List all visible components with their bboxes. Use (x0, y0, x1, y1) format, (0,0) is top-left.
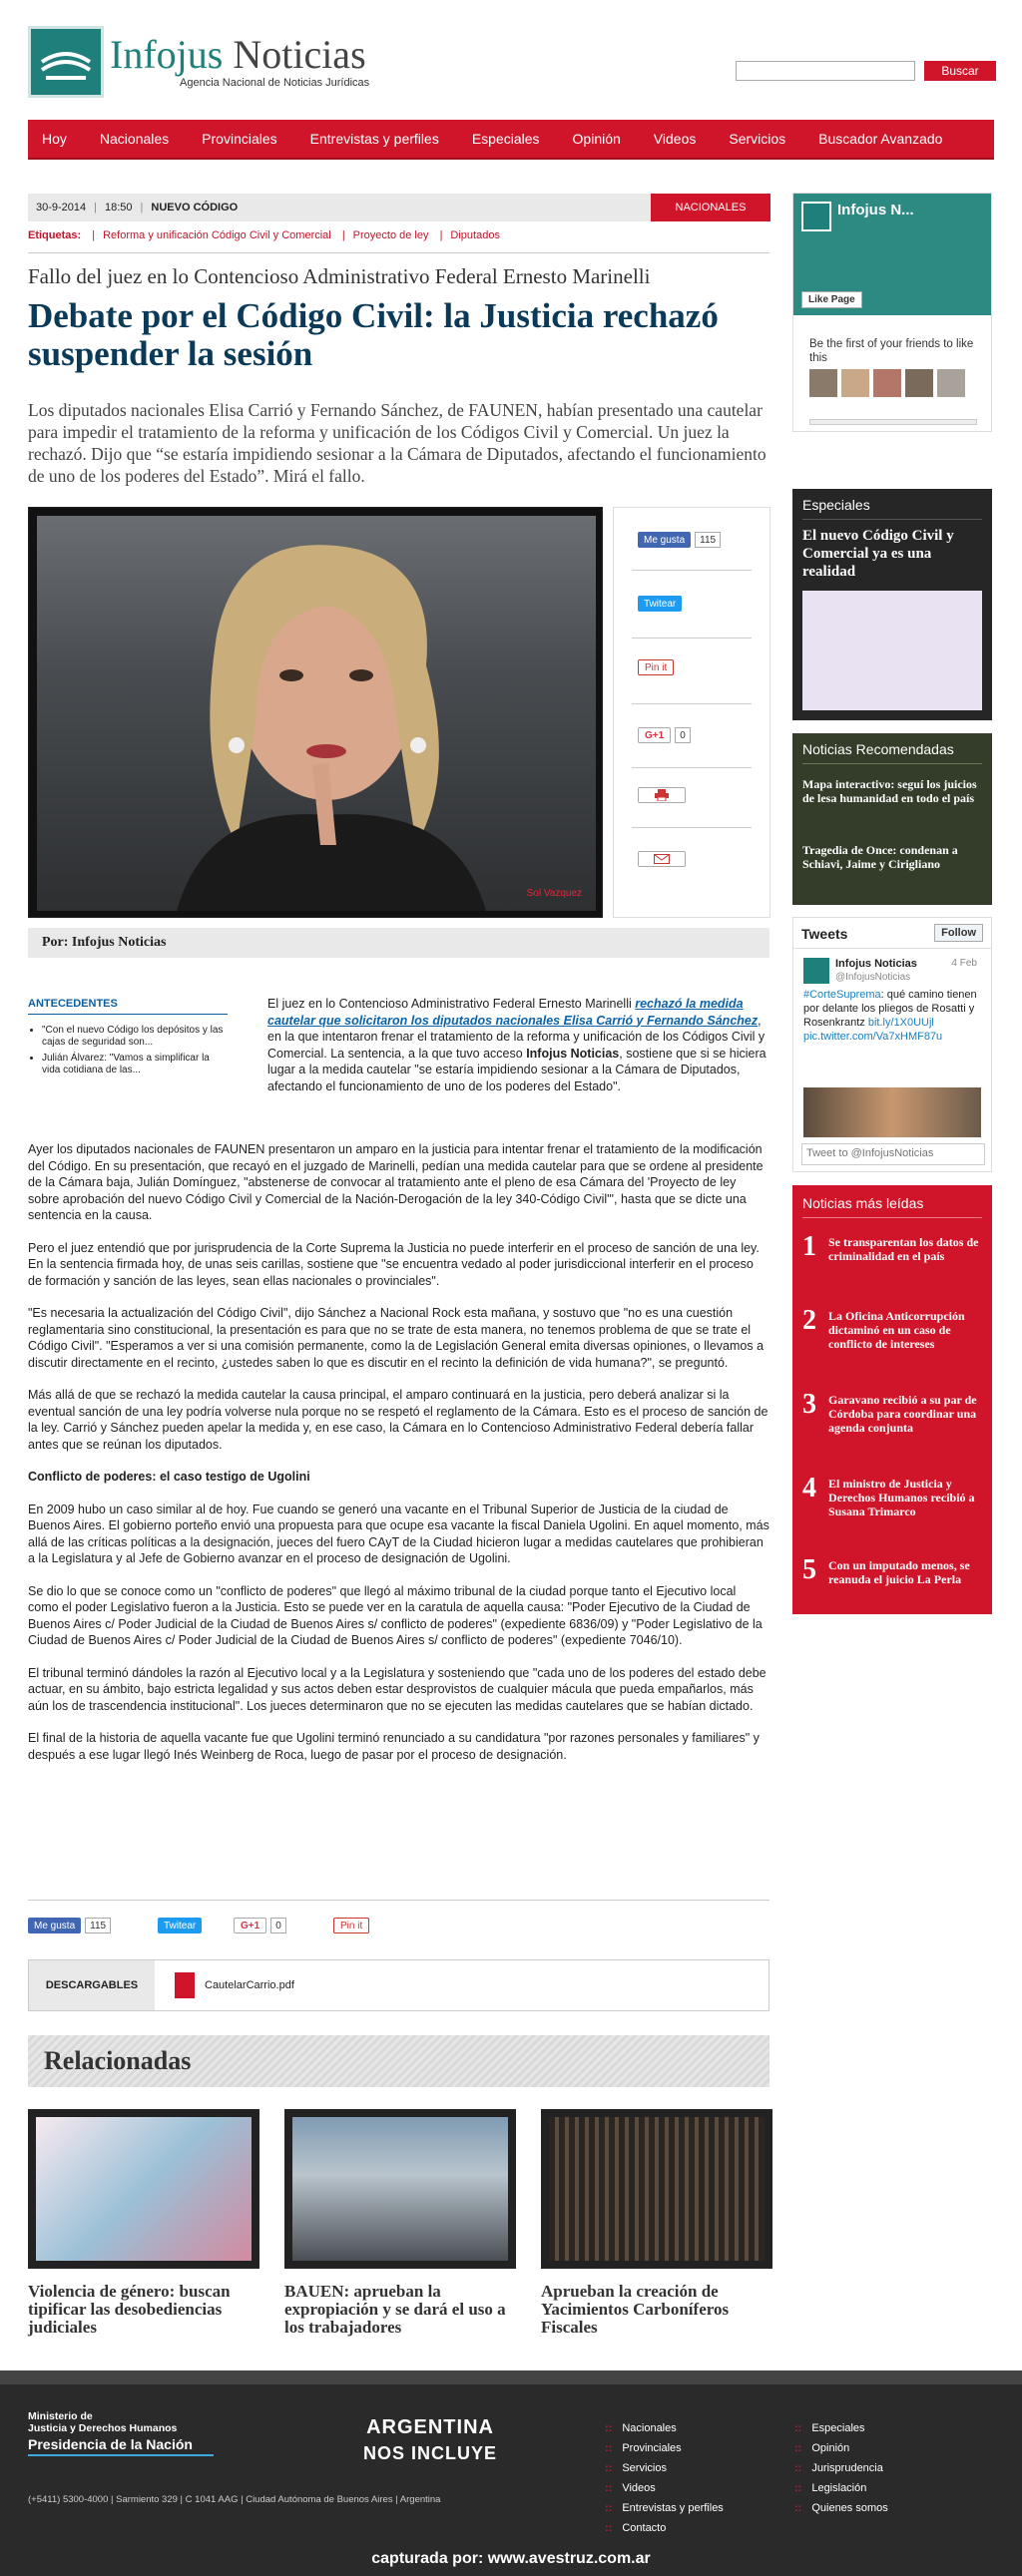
twitter-follow-button[interactable]: Follow (934, 924, 983, 942)
footer-link[interactable]: :: Jurisprudencia (794, 2458, 888, 2478)
recommended-title: Noticias Recomendadas (802, 741, 954, 757)
facebook-page-widget (792, 193, 992, 432)
footer-link[interactable]: :: Especiales (794, 2418, 888, 2438)
logo-subtitle: Agencia Nacional de Noticias Jurídicas (180, 77, 370, 89)
article-headline: Debate por el Código Civil: la Justicia rechazó suspender la sesión (28, 296, 719, 373)
pinterest-button[interactable] (333, 1918, 369, 1933)
paragraph: En 2009 hubo un caso similar al de hoy. Fue cuando se generó una vacante en el Tribunal Superior de Justicia de la ciudad de Buenos Aires. El gobierno porteño envió una propuesta para que ocupe esa vacante la fiscal Daniela Ugolini. En aquel momento, más allá de las críticas políticas a la designación, jueces del fuero CAyT de la Ciudad hicieron lugar a medidas cautelares que prohibieran a la Legislatura y al Jefe de Gobierno avanzar en el proceso de designación de Ugolini. (28, 1502, 769, 1565)
divider (28, 1900, 769, 1901)
most-read-box: Noticias más leídas 1 Se transparentan los datos de criminalidad en el país 2 La Oficina Anticorrupción dictaminó en un caso de conflicto de intereses 3 Garavano recibió a su par de Córdoba para coordinar una agenda conjunta 4 El ministro de Justicia y Derechos Humanos recibió a Susana Trimarco 5 Con un imputado menos, se reanuda el juicio La Perla (792, 1185, 992, 1614)
tweet-image[interactable] (803, 1087, 981, 1137)
main-nav (28, 120, 994, 160)
tag-link[interactable]: Proyecto de ley (352, 229, 429, 241)
facebook-count: 115 (695, 532, 721, 548)
fallo-link[interactable]: rechazó la medida cautelar que solicitaron los diputados nacionales Elisa Carrió y Fernando Sánchez (267, 997, 759, 1028)
facebook-count: 115 (85, 1918, 111, 1933)
article-label: NUEVO CÓDIGO (151, 202, 239, 214)
related-image (541, 2109, 772, 2269)
book-logo-icon (801, 202, 831, 231)
tweet-text: #CorteSuprema: qué camino tienen por delante los pliegos de Rosatti y Rosenkrantz bit.ly/1X0UUjl pic.twitter.com/Va7xHMF87u (803, 989, 977, 1043)
footer-link[interactable]: :: Entrevistas y perfiles (605, 2498, 724, 2518)
google-plus-count: 0 (270, 1918, 286, 1933)
article-author: Por: Infojus Noticias (28, 928, 769, 958)
related-item[interactable]: Aprueban la creación de Yacimientos Carboníferos Fiscales (541, 2109, 772, 2337)
facebook-icon: Me gusta (28, 1918, 81, 1933)
antecedentes-title: ANTECEDENTES (28, 998, 228, 1015)
related-title: Relacionadas (28, 2035, 769, 2087)
search-button[interactable]: Buscar (924, 61, 996, 81)
logo-title: Infojus Noticias (110, 32, 366, 77)
divider (632, 703, 752, 704)
article-kicker: Fallo del juez en lo Contencioso Administrativo Federal Ernesto Marinelli (28, 264, 651, 288)
nav-nacionales[interactable]: Nacionales (99, 131, 170, 147)
print-button[interactable] (638, 787, 686, 803)
argentina-logo: ARGENTINA NOS INCLUYE (363, 2416, 498, 2463)
article-subhead: Conflicto de poderes: el caso testigo de Ugolini (28, 1470, 310, 1484)
paragraph: El final de la historia de aquella vacante fue que Ugolini terminó renunciado a su candidatura "por razones personales y familiares" y después a ese lugar llegó Inés Weinberg de Roca, luego de pasar por el proceso de designación. (28, 1731, 760, 1762)
recommended-link[interactable]: Tragedia de Once: condenan a Schiavi, Jaime y Cirigliano (802, 843, 958, 871)
footer-link[interactable]: :: Contacto (605, 2518, 724, 2538)
article-lead: Los diputados nacionales Elisa Carrió y Fernando Sánchez, de FAUNEN, habían presentado una cautelar para impedir el tratamiento de la reforma y unificación de los Códigos Civil y Comercial. Un juez la rechazó. Dijo que “se estaría impidiendo sesionar a la Cámara de Diputados, afectando el funcionamiento de uno de los poderes del Estado”. Mirá el fallo. (28, 400, 766, 486)
nav-provinciales[interactable]: Provinciales (202, 131, 277, 147)
friend-avatars (809, 369, 965, 397)
bottom-share-bar (28, 1918, 769, 1937)
tag-link[interactable]: Reforma y unificación Código Civil y Comercial (103, 229, 331, 241)
divider (632, 638, 752, 639)
most-read-title: Noticias más leídas (802, 1195, 924, 1211)
capture-watermark: capturada por: www.avestruz.com.ar (371, 2550, 651, 2567)
footer-link[interactable]: :: Legislación (794, 2478, 888, 2498)
nav-entrevistas[interactable]: Entrevistas y perfiles (309, 131, 439, 147)
tags-row: Etiquetas: | Reforma y unificación Código Civil y Comercial | Proyecto de ley | Diputados (28, 229, 500, 241)
paragraph: Ayer los diputados nacionales de FAUNEN presentaron un amparo en la justicia para intentar frenar el tratamiento de la modificación del Código. En su presentación, que recayó en el juzgado de Marinelli, pedían una medida cautelar para que se ordene al presidente de la Cámara baja, Julián Domínguez, "abstenerse de convocar al tratamiento ante el pleno de esa Cámara del 'Proyecto de ley sobre aprobación del nuevo Código Civil y Comercial de la Nación-Derogación de la ley 340-Código Civil'", hasta que se dicte una sentencia en la causa. (28, 1142, 764, 1222)
article-time: 18:50 (105, 202, 133, 214)
google-plus-icon: G+1 (234, 1918, 266, 1933)
twitter-share-button[interactable] (638, 596, 682, 612)
downloads-label: DESCARGABLES (29, 1960, 155, 2010)
paragraph: Se dio lo que se conoce como un "conflicto de poderes" que llegó al máximo tribunal de la ciudad porque tanto el Ejecutivo local como el poder Legislativo fueron a la Justicia. Esto se puede ver en la caratula de aquella causa: "Poder Ejecutivo de la Ciudad de Buenos Aires c/ Poder Judicial de la Ciudad de Buenos Aires s/ conflicto de poderes" (expediente 6836/09) y "Poder Legislativo de la Ciudad de Buenos Aires c/ Poder Judicial de la Ciudad de Buenos Aires s/ conflicto de poderes" (expediente 7046/10). (28, 1583, 763, 1647)
footer-link[interactable]: :: Quienes somos (794, 2498, 888, 2518)
related-image (28, 2109, 259, 2269)
site-footer (0, 2370, 1022, 2576)
site-logo[interactable] (28, 24, 407, 100)
twitter-share-button[interactable] (158, 1918, 202, 1933)
antecedente-link[interactable]: Julián Álvarez: "Vamos a simplificar la vida cotidiana de las... (42, 1053, 210, 1075)
article-body (28, 1141, 769, 1779)
pinterest-button[interactable] (638, 659, 674, 675)
pdf-icon (175, 1972, 195, 1998)
presidencia-label: Presidencia de la Nación (28, 2436, 193, 2452)
envelope-icon (638, 851, 686, 867)
article-date: 30-9-2014 (36, 202, 87, 214)
photo-credit: Sol Vazquez (526, 888, 582, 899)
tag-link[interactable]: Diputados (450, 229, 500, 241)
email-button[interactable] (638, 851, 686, 867)
twitter-icon: Twitear (158, 1918, 202, 1933)
related-image (284, 2109, 516, 2269)
footer-links-col1 (605, 2418, 724, 2538)
divider (28, 252, 769, 253)
twitter-timeline-widget (792, 917, 992, 1172)
nav-opinion[interactable]: Opinión (572, 131, 621, 147)
article-intro: El juez en lo Contencioso Administrativo Federal Ernesto Marinelli rechazó la medida cautelar que solicitaron los diputados nacionales Elisa Carrió y Fernando Sánchez, en la que intentaron frenar el tratamiento de la reforma y unificación de los Códigos Civil y Comercial. La sentencia, a la que tuvo acceso Infojus Noticias, sostiene que si se hiciera lugar a la medida cautelar "se estaría impidiendo sesionar a la Cámara de Diputados, afectando el funcionamiento de uno de los poderes del Estado". (267, 997, 766, 1093)
footer-link[interactable]: :: Opinión (794, 2438, 888, 2458)
antecedentes-box (28, 998, 228, 1080)
section-badge[interactable]: NACIONALES (651, 194, 770, 221)
facebook-like-page-button[interactable]: Like Page (801, 291, 862, 308)
search-input[interactable] (736, 61, 915, 81)
especiales-headline: El nuevo Código Civil y Comercial ya es una realidad (802, 528, 954, 580)
related-item[interactable]: Violencia de género: buscan tipificar las desobediencias judiciales (28, 2109, 259, 2337)
pinterest-icon: Pin it (638, 659, 674, 675)
divider (632, 827, 752, 828)
facebook-like-button[interactable] (638, 532, 721, 548)
paragraph: El tribunal terminó dándoles la razón al Ejecutivo local y a la Legislatura y sosteniendo que "cada uno de los poderes del estado debe actuar, en su ámbito, bajo estricta legalidad y sus actos deben estar desprovistos de cualquier mácula que pueda empañarlos, más aún los de trascendencia institucional". Los jueces determinaron que no se ejecuten las medidas cautelares que se habían dictado. (28, 1665, 766, 1713)
facebook-page-banner[interactable] (793, 194, 991, 315)
tweet-to-input[interactable]: Tweet to @InfojusNoticias (801, 1143, 985, 1165)
nav-especiales[interactable]: Especiales (471, 131, 540, 147)
divider (632, 767, 752, 768)
footer-link[interactable]: :: Nacionales (605, 2418, 724, 2438)
google-plus-button[interactable] (638, 727, 691, 743)
footer-address: (+5411) 5300-4000 | Sarmiento 329 | C 1041 AAG | Ciudad Autónoma de Buenos Aires | Argentina (28, 2494, 441, 2505)
article-photo[interactable] (28, 507, 603, 918)
divider (632, 570, 752, 571)
especiales-title: Especiales (802, 497, 870, 513)
tweet-author-name[interactable]: Infojus Noticias (835, 958, 917, 970)
woman-portrait-image (37, 516, 596, 911)
paragraph: "Es necesaria la actualización del Código Civil", dijo Sánchez a Nacional Rock esta mañana, y sostuvo que "no es una cuestión reglamentaria sino constitucional, la presentación es para que no se trate de esta manera, no tenemos problema de que se trate el Código Civil". "Esperamos a ver si una comisión permanente, como la de Legislación General emita diversas opiniones, o llevamos a discutir directamente en el recinto, ¿ustedes saben lo que es discutir en el recinto la definición de vida humana?", se preguntó. (28, 1306, 765, 1370)
nav-buscador-avanzado[interactable]: Buscador Avanzado (818, 131, 943, 147)
twitter-icon: Twitear (638, 596, 682, 612)
print-icon (638, 787, 686, 803)
especiales-image (802, 591, 982, 710)
widget-scrollbar[interactable] (809, 419, 977, 425)
ministerio-logo[interactable]: Ministerio de Justicia y Derechos Humanos (28, 2410, 178, 2434)
tweets-title: Tweets (801, 926, 848, 942)
nav-servicios[interactable]: Servicios (729, 131, 786, 147)
pdf-download-link[interactable]: CautelarCarrio.pdf (175, 1972, 294, 1998)
paragraph: Pero el juez entendió que por jurisprudencia de la Corte Suprema la Justicia no puede interferir en el proceso de sanción de una ley. En la sentencia firmada hoy, de unas seis carillas, sostiene que "se encuentra vedado al poder jurisdiccional interferir en el proceso de formación y sanción de las leyes, sean ellas nacionales o provinciales". (28, 1240, 760, 1288)
footer-links-col2 (794, 2418, 888, 2518)
pinterest-icon: Pin it (333, 1918, 369, 1933)
tweet-author-handle: @InfojusNoticias (835, 972, 911, 983)
book-logo-icon (28, 26, 104, 98)
google-plus-count: 0 (675, 727, 691, 743)
google-plus-icon: G+1 (638, 727, 671, 743)
footer-link[interactable]: :: Servicios (605, 2458, 724, 2478)
recommended-box (792, 733, 992, 905)
footer-link[interactable]: :: Provinciales (605, 2438, 724, 2458)
nav-hoy[interactable]: Hoy (42, 131, 67, 147)
facebook-friends-text: Be the first of your friends to like this (809, 338, 974, 364)
facebook-icon: Me gusta (638, 532, 691, 548)
facebook-like-button[interactable] (28, 1918, 111, 1933)
nav-videos[interactable]: Videos (653, 131, 697, 147)
antecedente-link[interactable]: "Con el nuevo Código los depósitos y las cajas de seguridad son... (42, 1025, 224, 1048)
tweet-date[interactable]: 4 Feb (951, 958, 977, 969)
recommended-link[interactable]: Mapa interactivo: seguí los juicios de lesa humanidad en todo el país (802, 777, 977, 805)
twitter-avatar[interactable] (803, 958, 829, 984)
footer-link[interactable]: :: Videos (605, 2478, 724, 2498)
downloads-box (28, 1959, 769, 2011)
related-item[interactable]: BAUEN: aprueban la expropiación y se dará el uso a los trabajadores (284, 2109, 516, 2337)
tags-label: Etiquetas: (28, 229, 82, 241)
facebook-page-title: Infojus N... (837, 202, 914, 218)
google-plus-button[interactable] (234, 1918, 286, 1933)
article-meta-bar: 30-9-2014 | 18:50 | NUEVO CÓDIGO (28, 194, 769, 221)
paragraph: Más allá de que se rechazó la medida cautelar la causa principal, el amparo continuará en la justicia, pero deberá analizar si la eventual sanción de una ley podría volverse nula porque no se respetó el reglamento de la Cámara. Esto es el proceso de sanción de la ley. Carrió y Sánchez pueden apelar la medida y, en ese caso, la Cámara en lo Contencioso Administrativo Federal debería fallar antes que se reúnan los diputados. (28, 1388, 768, 1452)
especiales-box[interactable] (792, 489, 992, 720)
share-sidebar (613, 507, 770, 918)
